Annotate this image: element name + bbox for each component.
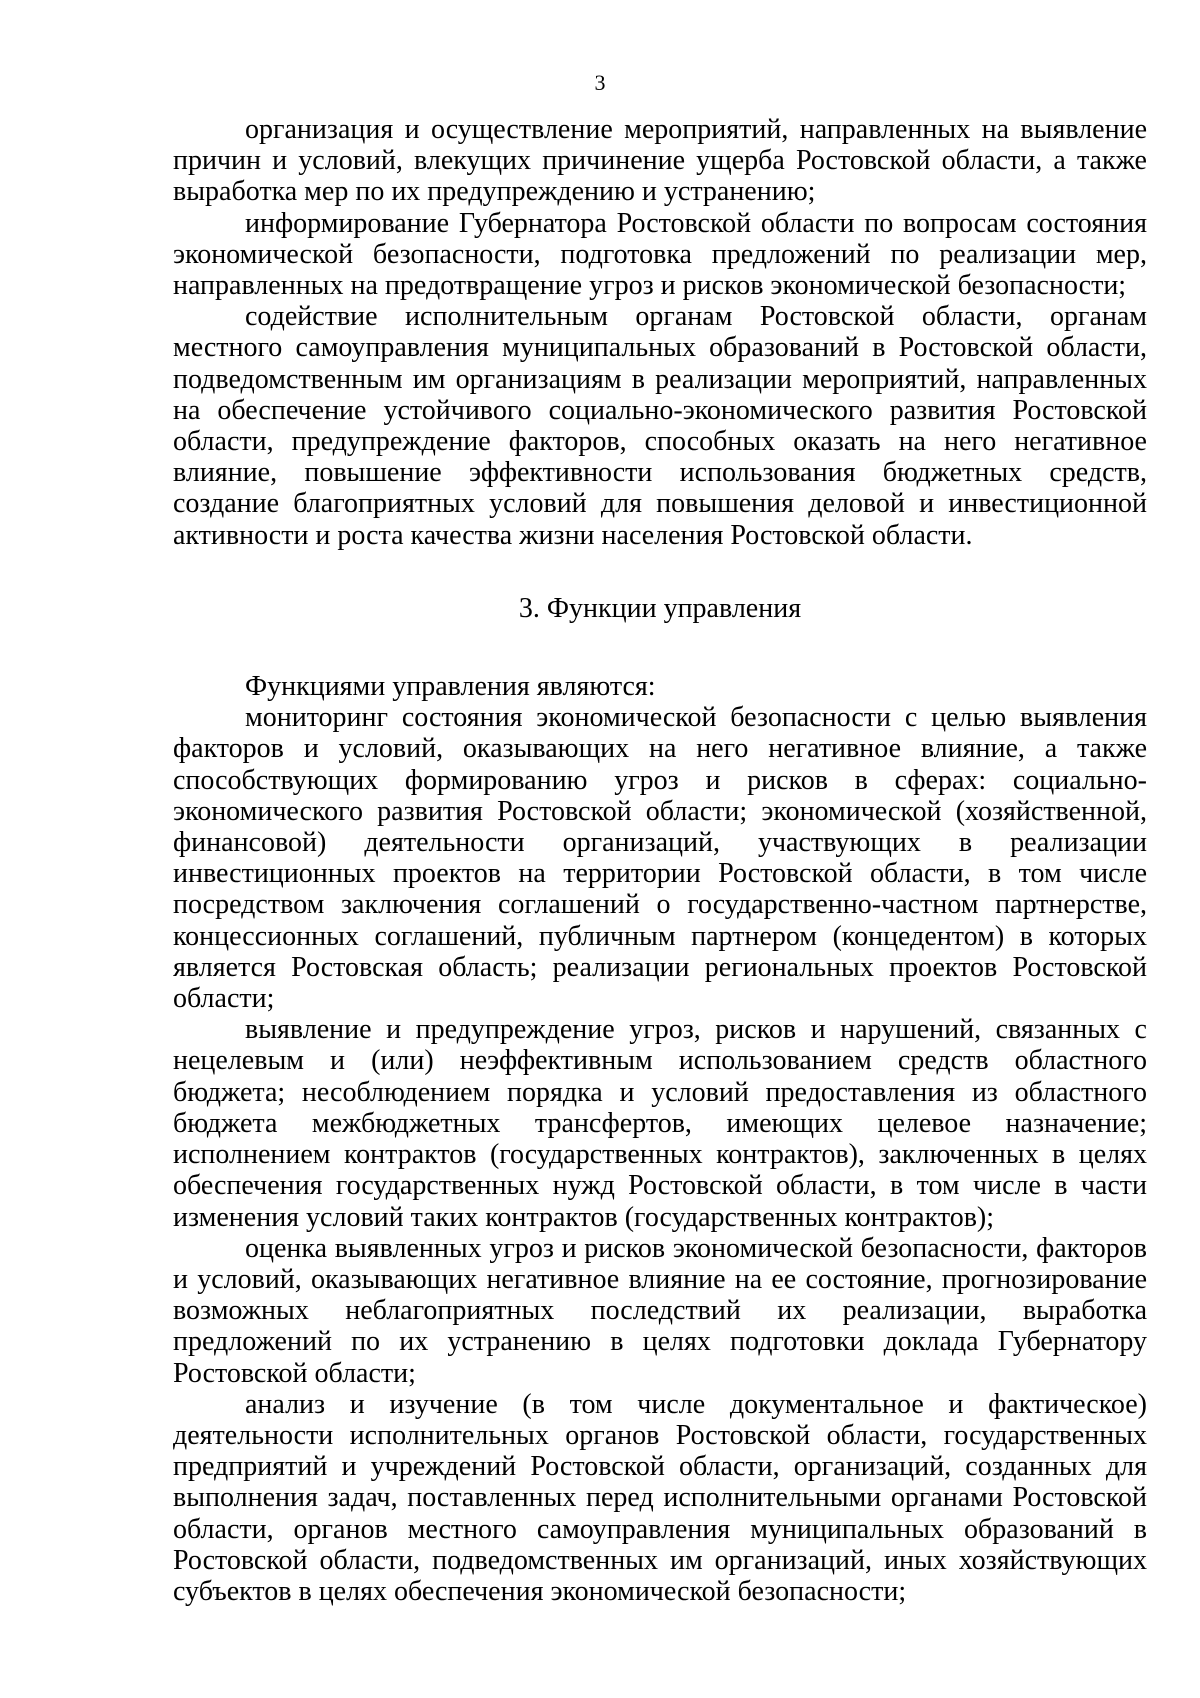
paragraph-organization-measures: организация и осуществление мероприятий, направленных на выявление причин и условий, влекущих причинение ущерба Ростовской области, а также выработка мер по их предупреждению и устранению; — [173, 114, 1147, 208]
paragraph-monitoring: мониторинг состояния экономической безопасности с целью выявления факторов и условий, оказывающих на него негативное влияние, а также способствующих формированию угроз и рисков в сферах: социально-экономического развития Ростовской области; экономической (хозяйственной, финансовой) деятельности организаций, участвующих в реализации инвестиционных проектов на территории Ростовской области, в том числе посредством заключения соглашений о государственно-частном партнерстве, концессионных соглашений, публичным партнером (концедентом) в которых является Ростовская область; реализации региональных проектов Ростовской области; — [173, 702, 1147, 1015]
paragraph-functions-intro: Функциями управления являются: — [245, 671, 656, 703]
document-body — [173, 114, 1147, 1607]
paragraph-assistance: содействие исполнительным органам Ростовской области, органам местного самоуправления муниципальных образований в Ростовской области, подведомственным им организациям в реализации мероприятий, направленных на обеспечение устойчивого социально-экономического развития Ростовской области, предупреждение факторов, способных оказать на него негативное влияние, повышение эффективности использования бюджетных средств, создание благоприятных условий для повышения деловой и инвестиционной активности и роста качества жизни населения Ростовской области. — [173, 301, 1147, 551]
paragraph-analysis: анализ и изучение (в том числе документальное и фактическое) деятельности исполнительных органов Ростовской области, государственных предприятий и учреждений Ростовской области, организаций, созданных для выполнения задач, поставленных перед исполнительными органами Ростовской области, органов местного самоуправления муниципальных образований в Ростовской области, подведомственных им организаций, иных хозяйствующих субъектов в целях обеспечения экономической безопасности; — [173, 1388, 1147, 1607]
page-number: 3 — [594, 70, 606, 95]
paragraph-informing-governor: информирование Губернатора Ростовской области по вопросам состояния экономической безопасности, подготовка предложений по реализации мер, направленных на предотвращение угроз и рисков экономической безопасности; — [173, 207, 1147, 302]
paragraph-detection-prevention: выявление и предупреждение угроз, рисков и нарушений, связанных с нецелевым и (или) неэффективным использованием средств областного бюджета; несоблюдением порядка и условий предоставления из областного бюджета межбюджетных трансфертов, имеющих целевое назначение; исполнением контрактов (государственных контрактов), заключенных в целях обеспечения государственных нужд Ростовской области, в том числе в части изменения условий таких контрактов (государственных контрактов); — [173, 1014, 1147, 1233]
section-title: 3. Функции управления — [518, 592, 802, 624]
paragraph-assessment: оценка выявленных угроз и рисков экономической безопасности, факторов и условий, оказывающих негативное влияние на ее состояние, прогнозирование возможных неблагоприятных последствий их реализации, выработка предложений по их устранению в целях подготовки доклада Губернатору Ростовской области; — [173, 1232, 1147, 1389]
